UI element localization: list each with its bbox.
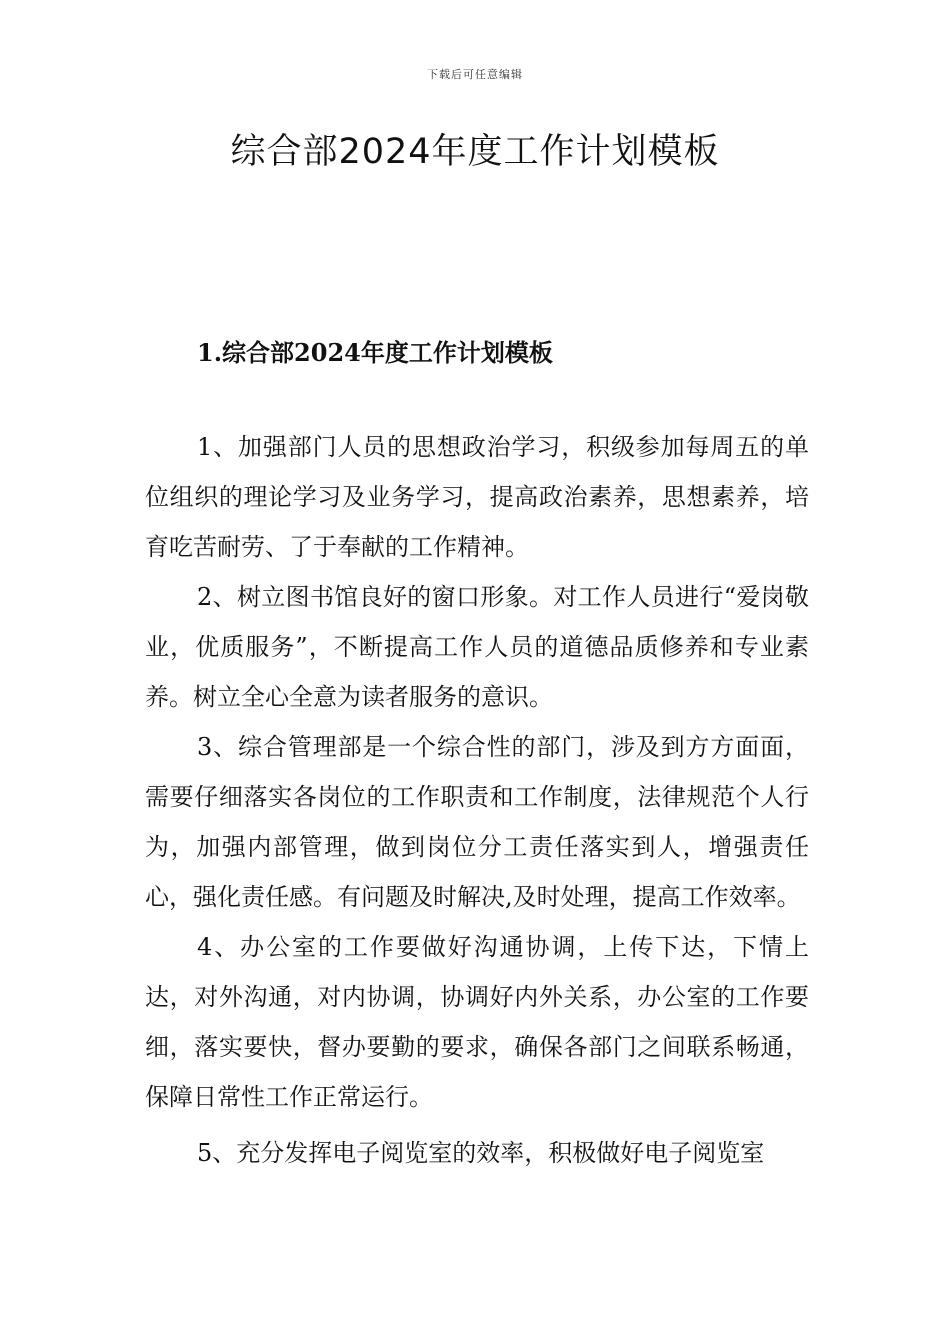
section-heading: 1.综合部2024年度工作计划模板	[197, 338, 553, 367]
paragraph-1: 1、加强部门人员的思想政治学习，积级参加每周五的单位组织的理论学习及业务学习，提高政治素养，思想素养，培育吃苦耐劳、了于奉献的工作精神。	[145, 433, 809, 561]
paragraph-2: 2、树立图书馆良好的窗口形象。对工作人员进行“爱岗敬业，优质服务”，不断提高工作人员的道德品质修养和专业素养。树立全心全意为读者服务的意识。	[145, 583, 809, 711]
document-body	[145, 422, 809, 1178]
document-title: 综合部2024年度工作计划模板	[230, 132, 720, 172]
paragraph-3: 3、综合管理部是一个综合性的部门，涉及到方方面面，需要仔细落实各岗位的工作职责和工作制度，法律规范个人行为，加强内部管理，做到岗位分工责任落实到人，增强责任心，强化责任感。有问题及时解决,及时处理，提高工作效率。	[145, 733, 809, 911]
header-note: 下载后可任意编辑	[427, 68, 523, 81]
paragraph-4: 4、办公室的工作要做好沟通协调，上传下达，下情上达，对外沟通，对内协调，协调好内外关系，办公室的工作要细，落实要快，督办要勤的要求，确保各部门之间联系畅通，保障日常性工作正常运行。	[145, 933, 809, 1111]
paragraph-5: 5、充分发挥电子阅览室的效率，积极做好电子阅览室	[197, 1139, 765, 1167]
